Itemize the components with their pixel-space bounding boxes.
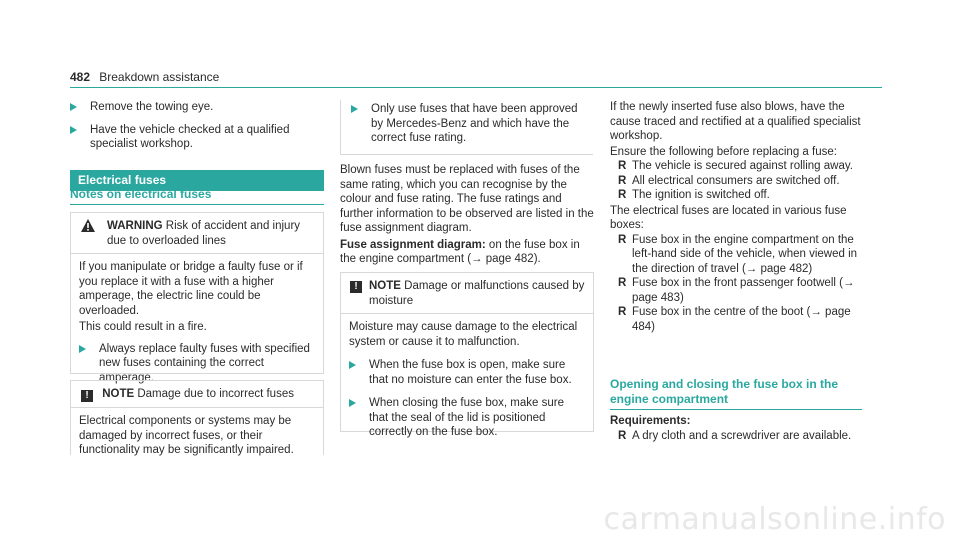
warning-header bbox=[71, 213, 323, 254]
blown-fuses-paragraph: Blown fuses must be replaced with fuses of the same rating, which you can recognise by the colour and fuse rating. The fuse ratings and further information to be observed are listed in the fuse assignment diagram. bbox=[340, 164, 594, 234]
triangle-arrow-icon bbox=[79, 345, 86, 353]
warning-result: This could result in a fire. bbox=[79, 321, 207, 333]
requirements bbox=[610, 414, 868, 443]
check-consumers-off: R All electrical consumers are switched off. bbox=[618, 174, 840, 187]
note-title: Damage or malfunctions caused by moisture bbox=[369, 280, 585, 307]
warning-step: Always replace faulty fuses with specified new fuses containing the correct amperage. bbox=[79, 342, 315, 386]
note-header-moisture bbox=[341, 273, 593, 314]
step-remove-towing-eye: Remove the towing eye. bbox=[70, 100, 324, 115]
location-boot: R Fuse box in the centre of the boot (→ page 484) bbox=[618, 306, 851, 333]
watermark: carmanualsonline.info bbox=[603, 501, 946, 537]
warning-triangle-icon bbox=[81, 219, 95, 232]
triangle-arrow-icon bbox=[70, 126, 77, 134]
warning-text: If you manipulate or bridge a faulty fuse or if you replace it with a fuse with a higher amperage, the electric line could be overloaded. bbox=[79, 261, 303, 317]
triangle-arrow-icon bbox=[349, 399, 356, 407]
step-fuse-box-open: When the fuse box is open, make sure that no moisture can enter the fuse box. bbox=[349, 358, 585, 387]
section-title: Breakdown assistance bbox=[99, 70, 220, 84]
exclamation-square-icon: ! bbox=[81, 390, 93, 402]
approved-fuses-box bbox=[340, 100, 593, 155]
note-title: Damage due to incorrect fuses bbox=[137, 388, 294, 400]
note-label: NOTE bbox=[102, 388, 135, 400]
note-label: NOTE bbox=[369, 280, 401, 292]
triangle-arrow-icon bbox=[70, 103, 77, 111]
step-closing-fuse-box: When closing the fuse box, make sure that the seal of the lid is positioned correctly on the fuse box. bbox=[349, 396, 585, 440]
note-header bbox=[71, 381, 323, 408]
triangle-arrow-icon bbox=[349, 361, 356, 369]
note-body-moisture bbox=[341, 314, 593, 446]
note-body: Electrical components or systems may be damaged by incorrect fuses, or their functionality may be significantly impaired. bbox=[79, 415, 294, 456]
requirement-cloth-screwdriver: R A dry cloth and a screwdriver are available. bbox=[618, 429, 852, 442]
exclamation-square-icon: ! bbox=[350, 281, 362, 293]
warning-label: WARNING bbox=[107, 220, 163, 232]
subsection-notes-electrical-fuses: Notes on electrical fuses bbox=[70, 187, 324, 205]
note-box-incorrect-fuses bbox=[70, 380, 324, 455]
step-have-vehicle-checked: Have the vehicle checked at a qualified specialist workshop. bbox=[70, 123, 330, 152]
warning-title: Risk of accident and injury due to overloaded lines bbox=[107, 220, 301, 247]
fuse-boxes-paragraph: The electrical fuses are located in various fuse boxes: bbox=[610, 204, 847, 231]
column-3 bbox=[610, 100, 868, 334]
newly-inserted-fuse-paragraph: If the newly inserted fuse also blows, have the cause traced and rectified at a qualified specialist workshop. bbox=[610, 101, 861, 142]
column-1 bbox=[70, 100, 324, 152]
check-ignition-off: R The ignition is switched off. bbox=[618, 189, 770, 201]
triangle-arrow-icon bbox=[351, 105, 358, 113]
location-engine-compartment: R Fuse box in the engine compartment on the left-hand side of the vehicle, when viewed in the direction of travel (→ page 482) bbox=[618, 233, 858, 275]
fuse-assignment-label: Fuse assignment diagram: bbox=[340, 238, 486, 251]
requirements-label: Requirements: bbox=[610, 415, 691, 427]
page-header bbox=[70, 70, 882, 86]
check-vehicle-secured: R The vehicle is secured against rolling away. bbox=[618, 160, 853, 172]
warning-box bbox=[70, 212, 324, 384]
step-approved-fuses: Only use fuses that have been approved by Mercedes-Benz and which have the correct fuse rating. bbox=[351, 102, 585, 146]
fuse-assignment-text: on the fuse box in the engine compartment (→ page 482). bbox=[340, 238, 580, 265]
fuse-assignment-line bbox=[340, 238, 594, 267]
subheading-opening-closing-fuse-box: Opening and closing the fuse box in the engine compartment bbox=[610, 377, 862, 410]
note-box-moisture bbox=[340, 272, 594, 438]
ensure-following-paragraph: Ensure the following before replacing a fuse: bbox=[610, 145, 837, 158]
section-bar-electrical-fuses: Electrical fuses bbox=[70, 170, 324, 191]
page-number: 482 bbox=[70, 70, 91, 84]
column-2-text bbox=[340, 163, 594, 267]
location-front-footwell: R Fuse box in the front passenger footwell (→ page 483) bbox=[618, 277, 855, 304]
moisture-text: Moisture may cause damage to the electrical system or cause it to malfunction. bbox=[349, 321, 578, 348]
header-rule bbox=[70, 87, 882, 88]
warning-body bbox=[71, 254, 323, 391]
